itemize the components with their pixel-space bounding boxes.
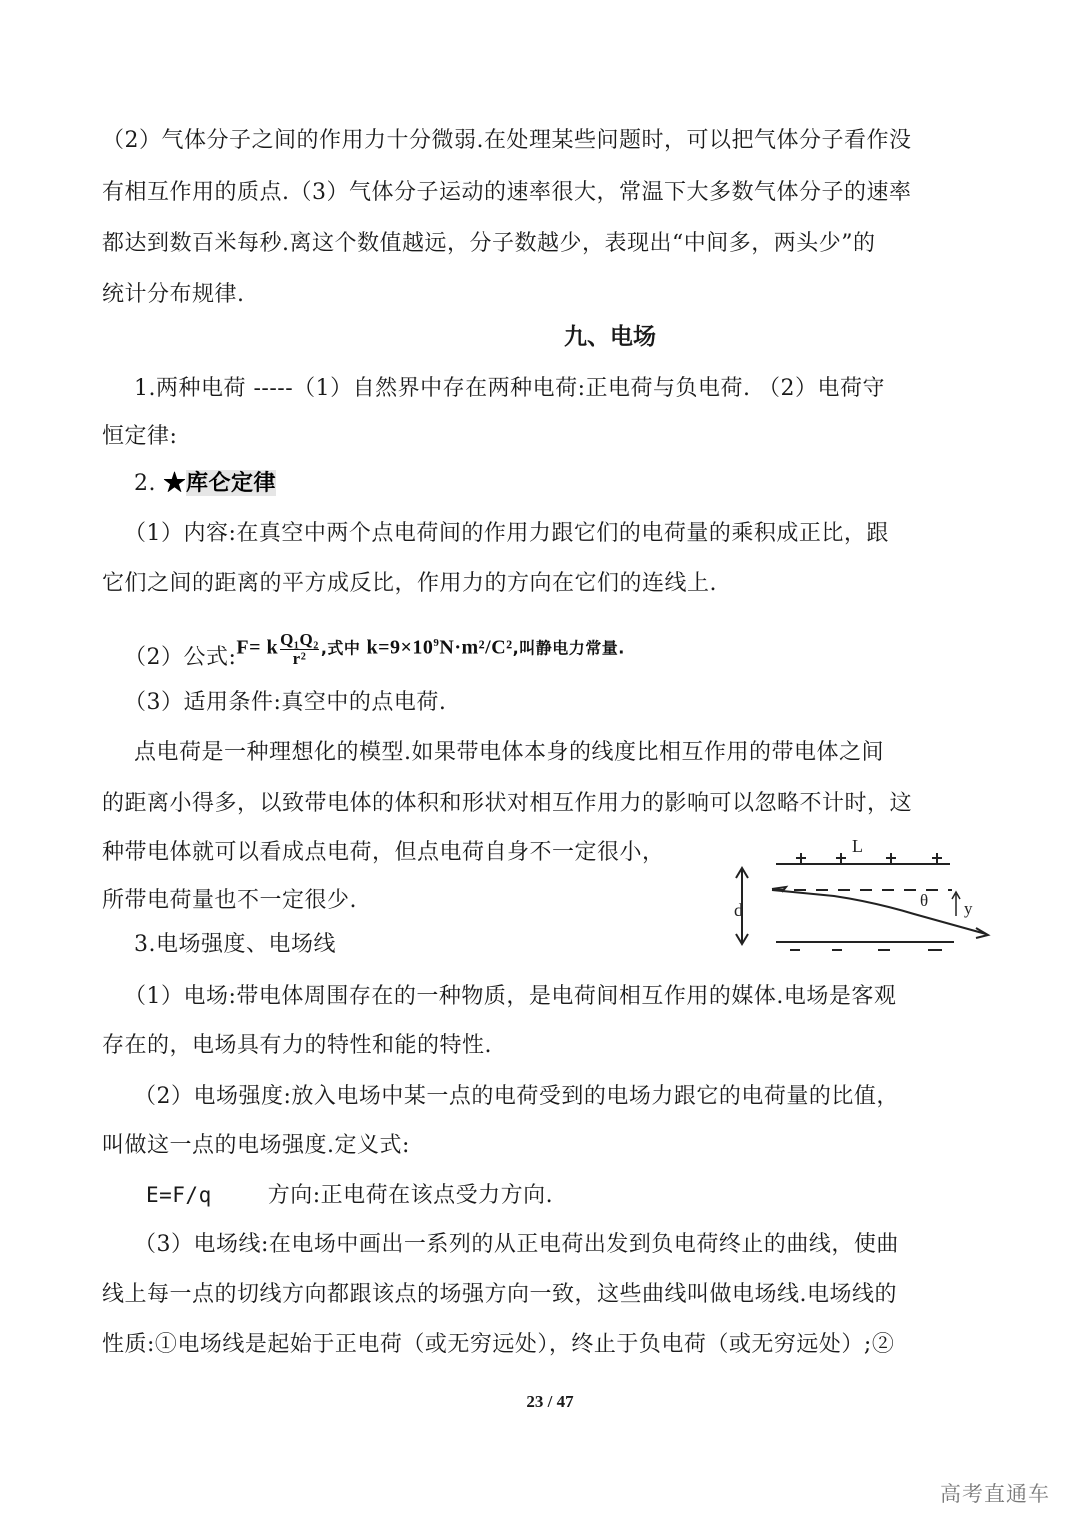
item2-number: 2. <box>134 471 164 496</box>
coulomb-formula <box>236 628 624 668</box>
strength-line: 叫做这一点的电场强度.定义式: <box>102 1133 410 1158</box>
item1-line: 恒定律: <box>102 424 178 449</box>
label-theta: θ <box>920 891 929 910</box>
point-charge-line: 所带电荷量也不一定很少. <box>102 888 357 913</box>
paragraph-line: （2）气体分子之间的作用力十分微弱.在处理某些问题时，可以把气体分子看作没 <box>102 128 912 153</box>
strength-line: （2）电场强度:放入电场中某一点的电荷受到的电场力跟它的电荷量的比值， <box>134 1084 899 1109</box>
formula-fraction <box>280 631 319 668</box>
direction-text: 方向:正电荷在该点受力方向. <box>267 1183 554 1208</box>
point-charge-line: 的距离小得多，以致带电体的体积和形状对相互作用力的影响可以忽略不计时，这 <box>102 791 913 816</box>
k-value: k=9×10 <box>366 636 434 659</box>
item3-title: 3.电场强度、电场线 <box>134 932 336 957</box>
star-icon: ★ <box>163 470 186 496</box>
page-indicator: 23 / 47 <box>526 1392 574 1411</box>
point-charge-line: 种带电体就可以看成点电荷，但点电荷自身不一定很小， <box>102 840 665 865</box>
watermark: 高考直通车 <box>940 1482 1050 1506</box>
paragraph-line: 有相互作用的质点.（3）气体分子运动的速率很大，常温下大多数气体分子的速率 <box>102 180 912 205</box>
formula-lhs: F= k <box>236 636 279 659</box>
formula-suffix: ,叫静电力常量. <box>512 638 625 658</box>
field-line: （1）电场:带电体周围存在的一种物质，是电荷间相互作用的媒体.电场是客观 <box>124 984 897 1009</box>
formula-label: （2）公式: <box>124 644 237 670</box>
label-y: y <box>964 899 973 918</box>
k-unit: N·m²/C² <box>439 636 513 659</box>
section-title: 九、电场 <box>564 323 656 350</box>
label-L: L <box>852 836 863 856</box>
content-line: 它们之间的距离的平方成反比，作用力的方向在它们的连线上. <box>102 571 717 596</box>
field-lines-line: （3）电场线:在电场中画出一系列的从正电荷出发到负电荷终止的曲线，使曲 <box>134 1232 899 1257</box>
formula-line <box>124 629 1004 678</box>
formula-middle: ,式中 <box>320 638 367 658</box>
item2-title: 库仑定律 <box>186 470 277 496</box>
k-exponent: 9 <box>433 637 440 649</box>
item1-line: 1.两种电荷 -----（1）自然界中存在两种电荷:正电荷与负电荷. （2）电荷守 <box>134 376 886 401</box>
field-lines-line: 线上每一点的切线方向都跟该点的场强方向一致，这些曲线叫做电场线.电场线的 <box>102 1282 897 1307</box>
condition-line: （3）适用条件:真空中的点电荷. <box>124 690 447 715</box>
point-charge-line: 点电荷是一种理想化的模型.如果带电体本身的线度比相互作用的带电体之间 <box>134 740 884 765</box>
formula-numerator: Q₁Q₂ <box>280 629 319 649</box>
field-lines-line: 性质:①电场线是起始于正电荷（或无穷远处），终止于负电荷（或无穷远处）;② <box>102 1332 895 1357</box>
definition-line <box>146 1180 1026 1211</box>
content-line: （1）内容:在真空中两个点电荷间的作用力跟它们的电荷量的乘积成正比，跟 <box>124 521 889 546</box>
paragraph-line: 统计分布规律. <box>102 282 245 307</box>
item2-heading <box>134 468 1014 499</box>
definition-formula: E=F/q <box>146 1183 212 1207</box>
paragraph-line: 都达到数百米每秒.离这个数值越远，分子数越少，表现出“中间多，两头少”的 <box>102 231 876 256</box>
formula-denominator: r² <box>292 648 307 668</box>
label-d: d <box>734 900 743 920</box>
field-line: 存在的，电场具有力的特性和能的特性. <box>102 1033 492 1058</box>
